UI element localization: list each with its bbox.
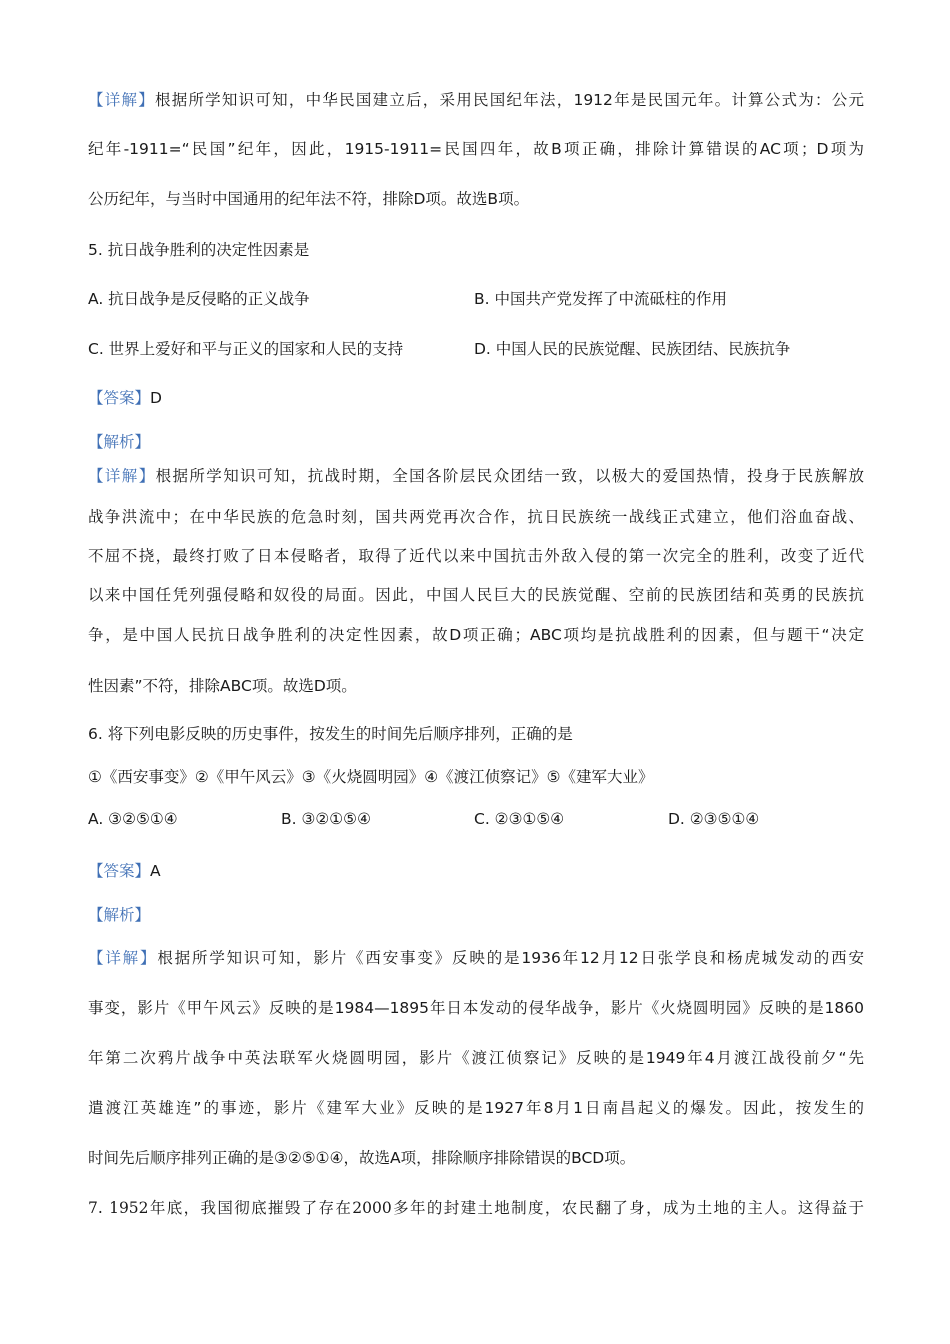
q6-items: ①《西安事变》②《甲午风云》③《火烧圆明园》④《渡江侦察记》⑤《建军大业》 [88, 768, 654, 786]
q6-detail-line-2: 事变，影片《甲午风云》反映的是1984—1895年日本发动的侵华战争，影片《火烧圆明园》反映的是1860 [88, 999, 864, 1017]
q5-answer [88, 386, 162, 408]
q5-analysis-tag: 【解析】 [88, 433, 151, 451]
q4-detail-line-2: 纪年-1911=“民国”纪年，因此，1915-1911=民国四年，故B项正确，排除计算错误的AC项；D项为 [88, 140, 864, 158]
answer-tag: 【答案】 [88, 862, 151, 880]
q4-detail-line-3: 公历纪年，与当时中国通用的纪年法不符，排除D项。故选B项。 [88, 190, 530, 208]
q6-option-c: C. ②③①⑤④ [474, 810, 565, 828]
q5-option-c: C. 世界上爱好和平与正义的国家和人民的支持 [88, 340, 404, 358]
q6-answer-value: A [150, 862, 161, 880]
q4-detail-line-1: 【详解】根据所学知识可知，中华民国建立后，采用民国纪年法，1912年是民国元年。计算公式为：公元 [88, 91, 864, 109]
detail-tag: 【详解】 [88, 467, 156, 485]
q7-stem: 7. 1952年底，我国彻底摧毁了存在2000多年的封建土地制度，农民翻了身，成为土地的主人。这得益于 [88, 1199, 864, 1217]
q6-detail-line-4: 遣渡江英雄连”的事迹，影片《建军大业》反映的是1927年8月1日南昌起义的爆发。因此，按发生的 [88, 1099, 864, 1117]
q6-detail-line-1: 【详解】根据所学知识可知，影片《西安事变》反映的是1936年12月12日张学良和杨虎城发动的西安 [88, 949, 864, 967]
q5-detail-line-1: 【详解】根据所学知识可知，抗战时期，全国各阶层民众团结一致，以极大的爱国热情，投身于民族解放 [88, 467, 864, 485]
q6-stem: 6. 将下列电影反映的历史事件，按发生的时间先后顺序排列，正确的是 [88, 725, 573, 743]
q5-detail-line-3: 不屈不挠，最终打败了日本侵略者，取得了近代以来中国抗击外敌入侵的第一次完全的胜利，改变了近代 [88, 547, 864, 565]
q5-answer-value: D [150, 389, 162, 407]
q5-detail-line-4: 以来中国任凭列强侵略和奴役的局面。因此，中国人民巨大的民族觉醒、空前的民族团结和英勇的民族抗 [88, 586, 864, 604]
q5-stem: 5. 抗日战争胜利的决定性因素是 [88, 241, 310, 259]
q5-detail-line-5: 争，是中国人民抗日战争胜利的决定性因素，故D项正确；ABC项均是抗战胜利的因素，但与题干“决定 [88, 626, 864, 644]
q5-option-a: A. 抗日战争是反侵略的正义战争 [88, 290, 310, 308]
q5-detail-line-2: 战争洪流中；在中华民族的危急时刻，国共两党再次合作，抗日民族统一战线正式建立，他们浴血奋战、 [88, 508, 864, 526]
q6-analysis-tag: 【解析】 [88, 906, 151, 924]
detail-tag: 【详解】 [88, 91, 155, 109]
answer-tag: 【答案】 [88, 389, 151, 407]
q6-detail-line-5: 时间先后顺序排列正确的是③②⑤①④，故选A项，排除顺序排除错误的BCD项。 [88, 1149, 636, 1167]
q6-detail-line-3: 年第二次鸦片战争中英法联军火烧圆明园，影片《渡江侦察记》反映的是1949年4月渡江战役前夕“先 [88, 1049, 864, 1067]
q5-option-d: D. 中国人民的民族觉醒、民族团结、民族抗争 [474, 340, 791, 358]
q6-answer [88, 859, 161, 881]
q6-option-a: A. ③②⑤①④ [88, 810, 178, 828]
q5-option-b: B. 中国共产党发挥了中流砥柱的作用 [474, 290, 727, 308]
q5-detail-line-6: 性因素”不符，排除ABC项。故选D项。 [88, 677, 357, 695]
detail-tag: 【详解】 [88, 949, 158, 967]
q6-option-b: B. ③②①⑤④ [281, 810, 371, 828]
q6-option-d: D. ②③⑤①④ [668, 810, 760, 828]
